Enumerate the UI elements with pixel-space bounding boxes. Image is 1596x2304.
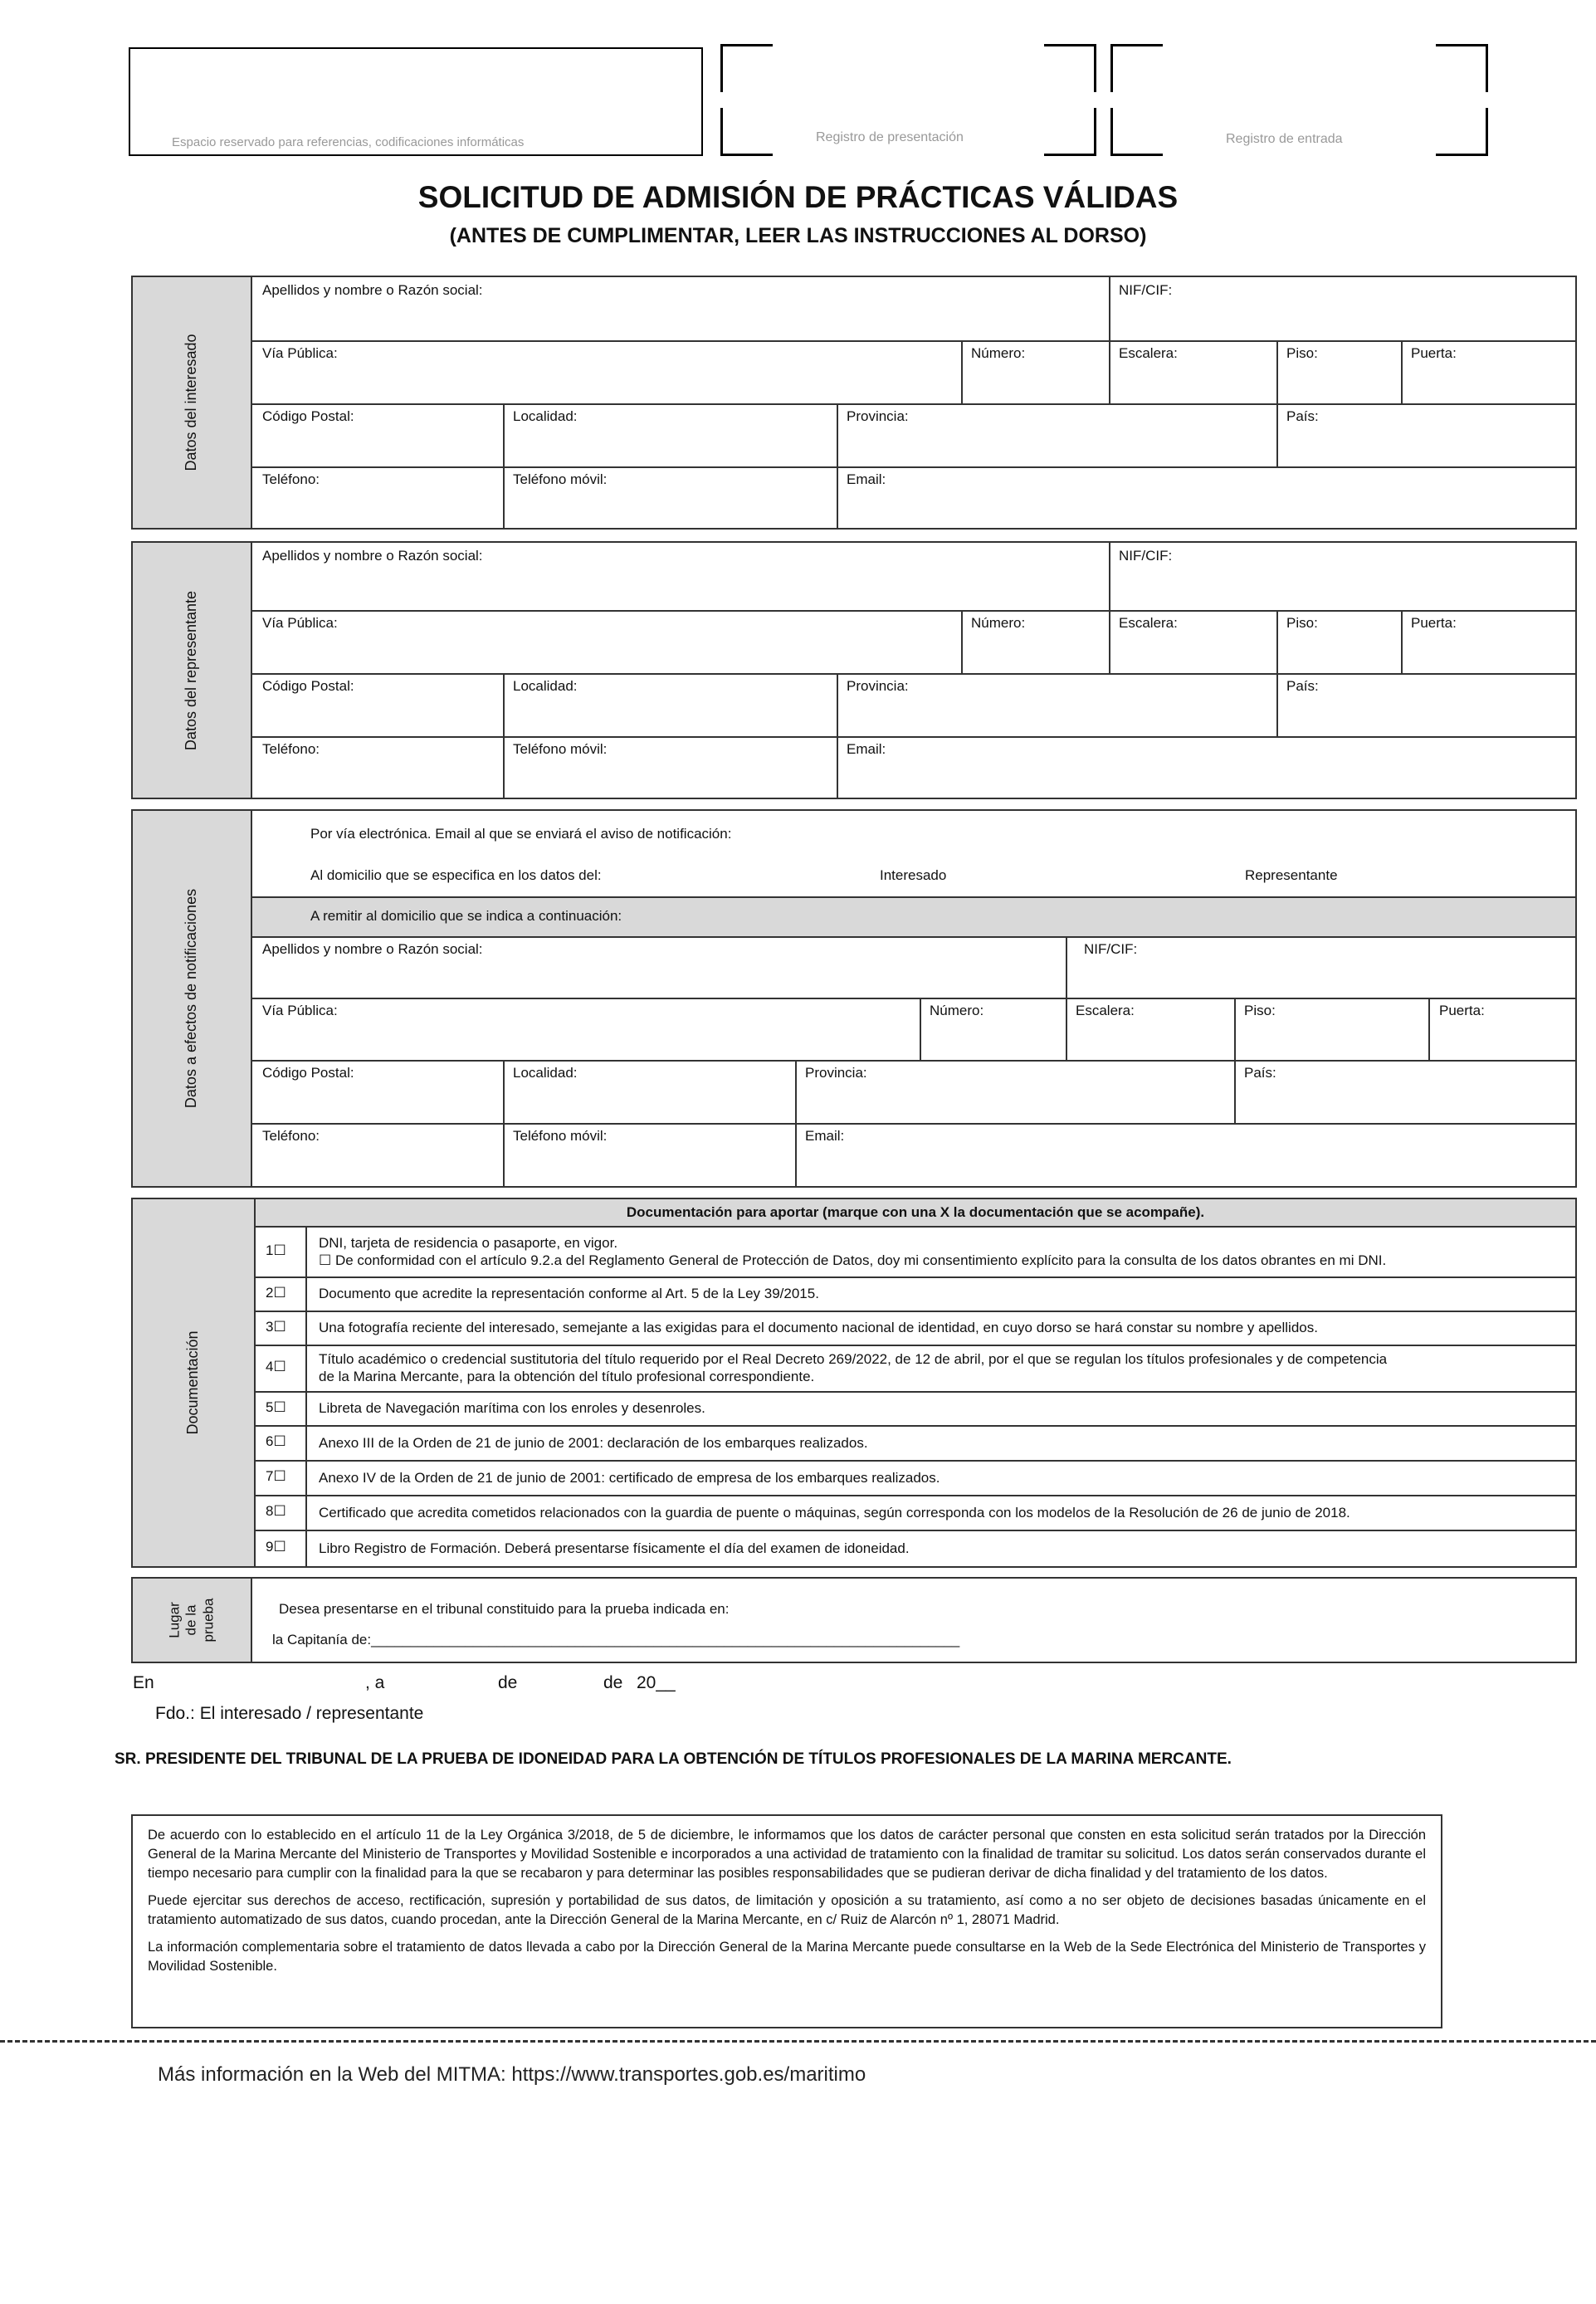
registro-entrada-label: Registro de entrada [1226,132,1343,146]
lugar-text: Desea presentarse en el tribunal constituido para la prueba indicada en: [279,1601,730,1617]
section-representante-label: Datos del representante [183,590,200,750]
section-representante [131,541,1577,799]
capitania-field[interactable]: la Capitanía de:___________________________________________________________________________ [272,1632,960,1647]
numero-field[interactable]: Número: [971,345,1026,361]
not-telefono-field[interactable]: Teléfono: [262,1128,320,1144]
rep-via-field[interactable]: Vía Pública: [262,615,338,631]
registro-presentacion-label: Registro de presentación [816,130,964,144]
doc-checkbox-2[interactable]: 2☐ [266,1284,286,1301]
doc-checkbox-7[interactable]: 7☐ [266,1468,286,1484]
not-via-field[interactable]: Vía Pública: [262,1003,338,1018]
apellidos-field[interactable]: Apellidos y nombre o Razón social: [262,282,483,298]
section-interesado-label: Datos del interesado [183,334,200,471]
section-lugar [131,1577,1577,1663]
opcion-domicilio[interactable]: Al domicilio que se especifica en los datos del: [310,867,602,883]
rep-apellidos-field[interactable]: Apellidos y nombre o Razón social: [262,548,483,564]
telefono-field[interactable]: Teléfono: [262,471,320,487]
rep-piso-field[interactable]: Piso: [1286,615,1318,631]
pais-field[interactable]: País: [1286,408,1319,424]
reference-box-label: Espacio reservado para referencias, codificaciones informáticas [172,135,525,149]
movil-field[interactable]: Teléfono móvil: [513,471,608,487]
doc-item-6: Anexo III de la Orden de 21 de junio de 2001: declaración de los embarques realizados. [319,1434,868,1451]
rep-email-field[interactable]: Email: [847,741,886,757]
doc-item-2: Documento que acredite la representación conforme al Art. 5 de la Ley 39/2015. [319,1286,819,1301]
opcion-electronica[interactable]: Por vía electrónica. Email al que se enviará el aviso de notificación: [310,826,732,842]
rep-provincia-field[interactable]: Provincia: [847,678,909,694]
rep-telefono-field[interactable]: Teléfono: [262,741,320,757]
rep-localidad-field[interactable]: Localidad: [513,678,578,694]
not-puerta-field[interactable]: Puerta: [1439,1003,1485,1018]
rep-numero-field[interactable]: Número: [971,615,1026,631]
opcion-representante[interactable]: Representante [1245,867,1338,883]
doc-item-3: Una fotografía reciente del interesado, semejante a las exigidas para el documento nacional de identidad, en cuyo dorso se hará constar su nombre y apellidos. [319,1320,1318,1335]
section-interesado [131,276,1577,530]
destinatario: SR. PRESIDENTE DEL TRIBUNAL DE LA PRUEBA DE IDONEIDAD PARA LA OBTENCIÓN DE TÍTULOS PROFESIONALES DE LA MARINA MERCANTE. [115,1750,1232,1768]
escalera-field[interactable]: Escalera: [1119,345,1178,361]
doc-item-5: Libreta de Navegación marítima con los enroles y desenroles. [319,1400,705,1416]
nif-field[interactable]: NIF/CIF: [1119,282,1173,298]
doc-checkbox-8[interactable]: 8☐ [266,1503,286,1519]
section-notificaciones [131,809,1577,1188]
firma-year[interactable]: 20__ [637,1673,676,1692]
footer-link[interactable]: Más información en la Web del MITMA: https://www.transportes.gob.es/maritimo [158,2063,866,2086]
page-subtitle: (ANTES DE CUMPLIMENTAR, LEER LAS INSTRUCCIONES AL DORSO) [449,224,1147,247]
not-nif-field[interactable]: NIF/CIF: [1084,941,1138,957]
rep-escalera-field[interactable]: Escalera: [1119,615,1178,631]
cut-line [0,2040,1596,2043]
rep-puerta-field[interactable]: Puerta: [1411,615,1457,631]
puerta-field[interactable]: Puerta: [1411,345,1457,361]
not-apellidos-field[interactable]: Apellidos y nombre o Razón social: [262,941,483,957]
email-field[interactable]: Email: [847,471,886,487]
opcion-interesado[interactable]: Interesado [880,867,947,883]
section-notificaciones-label: Datos a efectos de notificaciones [183,888,200,1109]
not-piso-field[interactable]: Piso: [1244,1003,1276,1018]
piso-field[interactable]: Piso: [1286,345,1318,361]
localidad-field[interactable]: Localidad: [513,408,578,424]
legal-p2: Puede ejercitar sus derechos de acceso, rectificación, supresión y portabilidad de sus datos, de limitación y oposición a su tratamiento, así como a no ser objeto de decisiones basadas únicamente en el tratamiento automatizado de sus datos, cuando procedan, ante la Dirección General de la Marina Mercante, en c/ Ruiz de Alarcón nº 1, 28071 Madrid. [148,1893,1426,1927]
doc-checkbox-1[interactable]: 1☐ [266,1242,286,1258]
firma-en: En [133,1673,154,1692]
rep-movil-field[interactable]: Teléfono móvil: [513,741,608,757]
reference-box [129,47,703,156]
rep-cp-field[interactable]: Código Postal: [262,678,354,694]
not-pais-field[interactable]: País: [1244,1065,1276,1081]
doc-checkbox-3[interactable]: 3☐ [266,1318,286,1335]
not-cp-field[interactable]: Código Postal: [262,1065,354,1081]
opcion-remitir[interactable]: A remitir al domicilio que se indica a continuación: [310,908,622,924]
firma-a: , a [365,1673,385,1692]
section-documentacion-label: Documentación [184,1330,202,1435]
not-provincia-field[interactable]: Provincia: [805,1065,867,1081]
not-localidad-field[interactable]: Localidad: [513,1065,578,1081]
doc-item-8: Certificado que acredita cometidos relacionados con la guardia de puente o máquinas, según corresponda con los modelos de la Resolución de 26 de junio de 2018. [319,1504,1350,1521]
cp-field[interactable]: Código Postal: [262,408,354,424]
rep-pais-field[interactable]: País: [1286,678,1319,694]
section-lugar-label: Lugar de la prueba [166,1598,217,1643]
doc-checkbox-4[interactable]: 4☐ [266,1359,286,1374]
doc-checkbox-6[interactable]: 6☐ [266,1433,286,1449]
doc-item-9: Libro Registro de Formación. Deberá presentarse físicamente el día del examen de idoneidad. [319,1540,910,1556]
rep-nif-field[interactable]: NIF/CIF: [1119,548,1173,564]
not-movil-field[interactable]: Teléfono móvil: [513,1128,608,1144]
via-field[interactable]: Vía Pública: [262,345,338,361]
doc-checkbox-9[interactable]: 9☐ [266,1539,286,1555]
documentacion-header: Documentación para aportar (marque con una X la documentación que se acompañe). [256,1199,1575,1226]
legal-p1: De acuerdo con lo establecido en el artículo 11 de la Ley Orgánica 3/2018, de 5 de diciembre, le informamos que los datos de carácter personal que consten en esta solicitud serán tratados por la Dirección General de la Marina Mercante del Ministerio de Transportes y Movilidad Sostenible e incorporados a una actividad de tratamiento con la finalidad de tramitar su solicitud. Los datos serán conservados durante el tiempo necesario para cumplir con la finalidad para la que se recabaron y para determinar las posibles responsabilidades que se pudieran derivar de dicha finalidad y del tratamiento de los datos. [148,1828,1426,1881]
doc-item-7: Anexo IV de la Orden de 21 de junio de 2001: certificado de empresa de los embarques realizados. [319,1469,940,1486]
legal-box [131,1814,1442,2028]
doc-item-4: Título académico o credencial sustitutoria del título requerido por el Real Decreto 269/2022, de 12 de abril, por el que se regulan los títulos profesionales y de competencia de la Marina Mercante, para la obtención del título profesional correspondiente. [319,1351,1388,1384]
firma-de2: de [603,1673,623,1692]
doc-item-1: DNI, tarjeta de residencia o pasaporte, en vigor. ☐ De conformidad con el artículo 9.2.a del Reglamento General de Protección de Datos, doy mi consentimiento explícito para la consulta de los datos obrantes en mi DNI. [319,1234,1387,1268]
not-email-field[interactable]: Email: [805,1128,845,1144]
doc-checkbox-5[interactable]: 5☐ [266,1399,286,1415]
firma-fdo: Fdo.: El interesado / representante [155,1704,424,1723]
section-documentacion [131,1198,1577,1568]
provincia-field[interactable]: Provincia: [847,408,909,424]
legal-p3: La información complementaria sobre el tratamiento de datos llevada a cabo por la Dirección General de la Marina Mercante puede consultarse en la Web de la Sede Electrónica del Ministerio de Transportes y Movilidad Sostenible. [148,1940,1426,1974]
firma-de1: de [498,1673,518,1692]
not-numero-field[interactable]: Número: [930,1003,984,1018]
page-title: SOLICITUD DE ADMISIÓN DE PRÁCTICAS VÁLIDAS [417,180,1179,214]
not-escalera-field[interactable]: Escalera: [1076,1003,1135,1018]
